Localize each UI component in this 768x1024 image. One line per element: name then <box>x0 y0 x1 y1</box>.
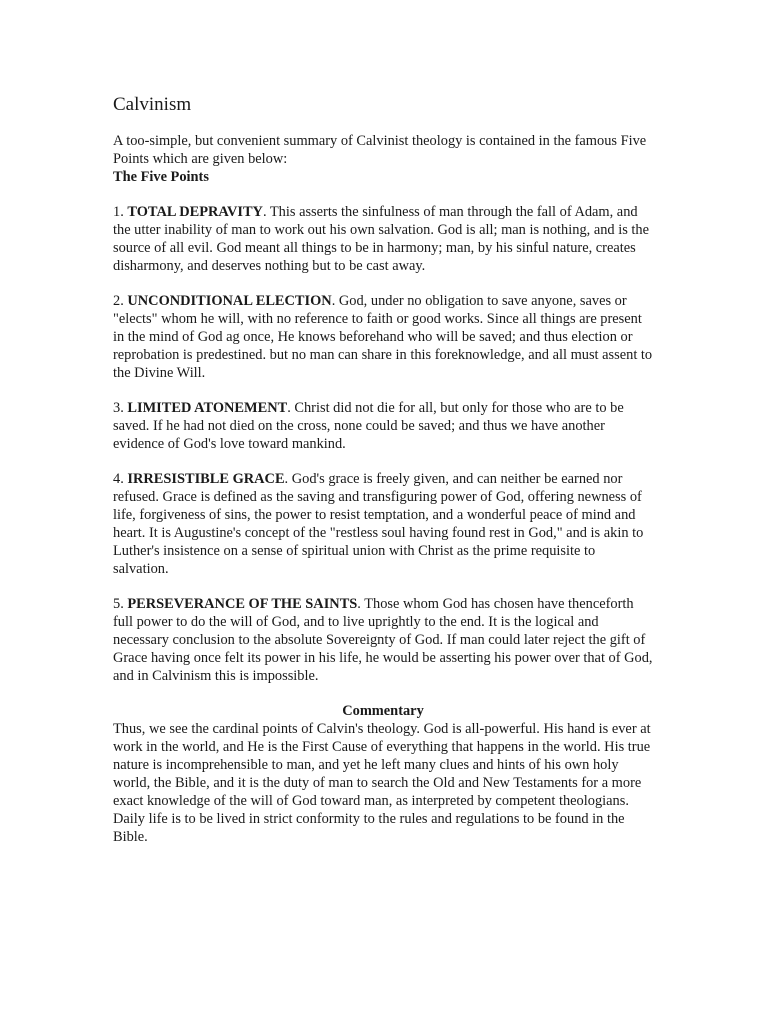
point-text: . Those whom God has chosen have thenceforth full power to do the will of God, and to live uprightly to the end. It is the logical and necessary conclusion to the absolute Sovereignty of God. If man could later reject the gift of Grace having once felt its power in his life, he would be asserting his power over that of God, and in Calvinism this is impossible. <box>113 596 653 684</box>
commentary-heading: Commentary <box>342 703 424 719</box>
point-number: 2. <box>113 293 128 309</box>
point-text: . This asserts the sinfulness of man through the fall of Adam, and the utter inability of man to work out his own salvation. God is all; man is nothing, and is the source of all evil. God meant all things to be in harmony; man, by his sinful nature, creates disharmony, and deserves nothing but to be cast away. <box>113 204 649 274</box>
point-term: UNCONDITIONAL ELECTION <box>127 293 332 309</box>
intro-paragraph: A too-simple, but convenient summary of Calvinist theology is contained in the famous Five Points which are given below: <box>113 133 647 167</box>
point-text: . God, under no obligation to save anyone, saves or "elects" whom he will, with no reference to faith or good works. Since all things are present in the mind of God ag once, He knows beforehand who will be saved; and thus election or reprobation is predestined. but no man can share in this foreknowledge, and all must assent to the Divine Will. <box>113 293 653 381</box>
point-1 <box>113 203 653 275</box>
point-number: 3. <box>113 400 128 416</box>
point-number: 4. <box>113 471 128 487</box>
point-number: 5. <box>113 596 128 612</box>
point-text: . God's grace is freely given, and can neither be earned nor refused. Grace is defined as the saving and transfiguring power of God, offering newness of life, forgiveness of sins, the power to resist temptation, and a wonderful peace of mind and heart. It is Augustine's concept of the "restless soul having found rest in God," and is akin to Luther's insistence on a sense of spiritual union with Christ as the prime requisite to salvation. <box>113 471 644 577</box>
point-4 <box>113 470 653 578</box>
point-3 <box>113 399 653 453</box>
point-5 <box>113 595 653 685</box>
point-term: LIMITED ATONEMENT <box>127 400 288 416</box>
point-number: 1. <box>113 204 128 220</box>
commentary-paragraph: Thus, we see the cardinal points of Calvin's theology. God is all-powerful. His hand is ever at work in the world, and He is the First Cause of everything that happens in the world. His true nature is incomprehensible to man, and yet he left many clues and hints of his own holy world, the Bible, and it is the duty of man to search the Old and New Testaments for a more exact knowledge of the will of God toward man, as interpreted by competent theologians. Daily life is to be lived in strict conformity to the rules and regulations to be found in the Bible. <box>113 721 651 845</box>
point-term: PERSEVERANCE OF THE SAINTS <box>127 596 358 612</box>
document-page <box>113 93 653 846</box>
point-term: TOTAL DEPRAVITY <box>127 204 263 220</box>
document-title: Calvinism <box>113 94 192 115</box>
point-text: . Christ did not die for all, but only for those who are to be saved. If he had not died on the cross, none could be saved; and thus we have another evidence of God's love toward mankind. <box>113 400 624 452</box>
point-2 <box>113 292 653 382</box>
five-points-heading: The Five Points <box>113 169 209 185</box>
point-term: IRRESISTIBLE GRACE <box>127 471 285 487</box>
